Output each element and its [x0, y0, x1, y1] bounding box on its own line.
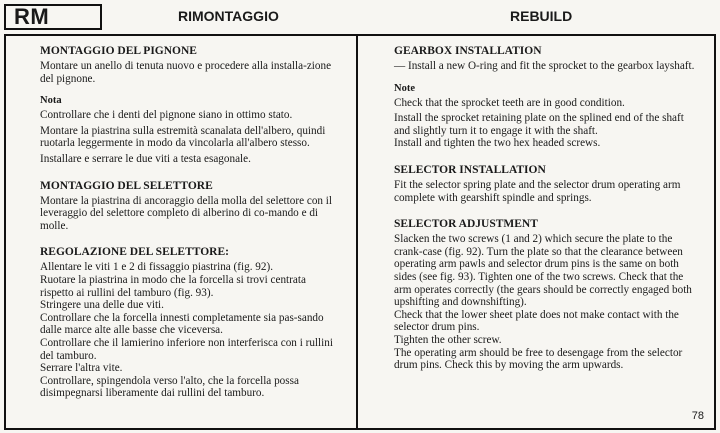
- paragraph: Check that the sprocket teeth are in good condition.: [394, 96, 625, 109]
- page-header: [4, 4, 716, 32]
- paragraph: Controllare che il lamierino inferiore non interferisca con i rullini del tamburo.: [40, 336, 333, 362]
- title-italian: RIMONTAGGIO: [178, 8, 279, 24]
- paragraph: Controllare che la forcella innesti completamente sia pas-sando dalle marce alte alle basse che viceversa.: [40, 311, 324, 337]
- title-english: REBUILD: [510, 8, 573, 24]
- english-column: [394, 44, 698, 375]
- paragraph: — Install a new O-ring and fit the sprocket to the gearbox layshaft.: [394, 60, 695, 72]
- paragraph: Installare e serrare le due viti a testa esagonale.: [40, 152, 251, 165]
- column-divider: [356, 36, 358, 428]
- paragraph: The operating arm should be free to desengage from the selector drum pins. Check this by moving the arm upwards.: [394, 346, 683, 372]
- heading-montaggio-selettore: MONTAGGIO DEL SELETTORE: [40, 179, 213, 192]
- note-label: Note: [394, 82, 415, 94]
- paragraph: Install and tighten the two hex headed screws.: [394, 137, 601, 150]
- paragraph: Slacken the two screws (1 and 2) which secure the plate to the crank-case (fig. 92). Turn the plate so that the clearance between operating arm pawls and selector drum pins is the same on both sides (see fig. 93). Tighten one of the two screws. Check that the arm operates correctly (the gears should be correctly engaged both upshifting and downshifting).: [394, 233, 692, 309]
- paragraph: Montare un anello di tenuta nuovo e procedere alla installa-zione del pignone.: [40, 60, 332, 85]
- heading-selector-installation: SELECTOR INSTALLATION: [394, 163, 546, 176]
- paragraph: Check that the lower sheet plate does not make contact with the selector drum pins.: [394, 308, 679, 334]
- italian-column: [40, 44, 340, 403]
- paragraph: Install the sprocket retaining plate on the splined end of the shaft and slightly turn it to engage it with the shaft.: [394, 112, 684, 137]
- heading-gearbox-installation: GEARBOX INSTALLATION: [394, 45, 542, 57]
- paragraph: Montare la piastrina di ancoraggio della molla del selettore con il leveraggio del selettore completo di alberino di co-mando e di molle.: [40, 194, 333, 232]
- content-frame: [4, 34, 716, 430]
- paragraph: Serrare l'altra vite.: [40, 362, 123, 375]
- paragraph: Fit the selector spring plate and the selector drum operating arm complete with gearshift spindle and springs.: [394, 178, 681, 204]
- page-number: 78: [691, 410, 704, 422]
- paragraph: Tighten the other screw.: [394, 333, 502, 346]
- note-label: Nota: [40, 95, 62, 107]
- paragraph: Allentare le viti 1 e 2 di fissaggio piastrina (fig. 92).: [40, 261, 274, 274]
- paragraph: Controllare che i denti del pignone siano in ottimo stato.: [40, 109, 293, 122]
- heading-regolazione-selettore: REGOLAZIONE DEL SELETTORE:: [40, 246, 229, 259]
- section-code-box: [4, 4, 102, 30]
- heading-selector-adjustment: SELECTOR ADJUSTMENT: [394, 218, 538, 231]
- section-code: RM: [14, 4, 50, 29]
- paragraph: Montare la piastrina sulla estremità scanalata dell'albero, quindi ruotarla leggermente in modo da vincolarla all'albero stesso.: [40, 124, 326, 150]
- paragraph: Controllare, spingendola verso l'alto, che la forcella possa disimpegnarsi liberamente dai rullini del tamburo.: [40, 374, 299, 400]
- paragraph: Ruotare la piastrina in modo che la forcella si trovi centrata rispetto ai rullini del tamburo (fig. 93).: [40, 273, 306, 299]
- heading-montaggio-pignone: MONTAGGIO DEL PIGNONE: [40, 45, 197, 57]
- paragraph: Stringere una delle due viti.: [40, 299, 164, 312]
